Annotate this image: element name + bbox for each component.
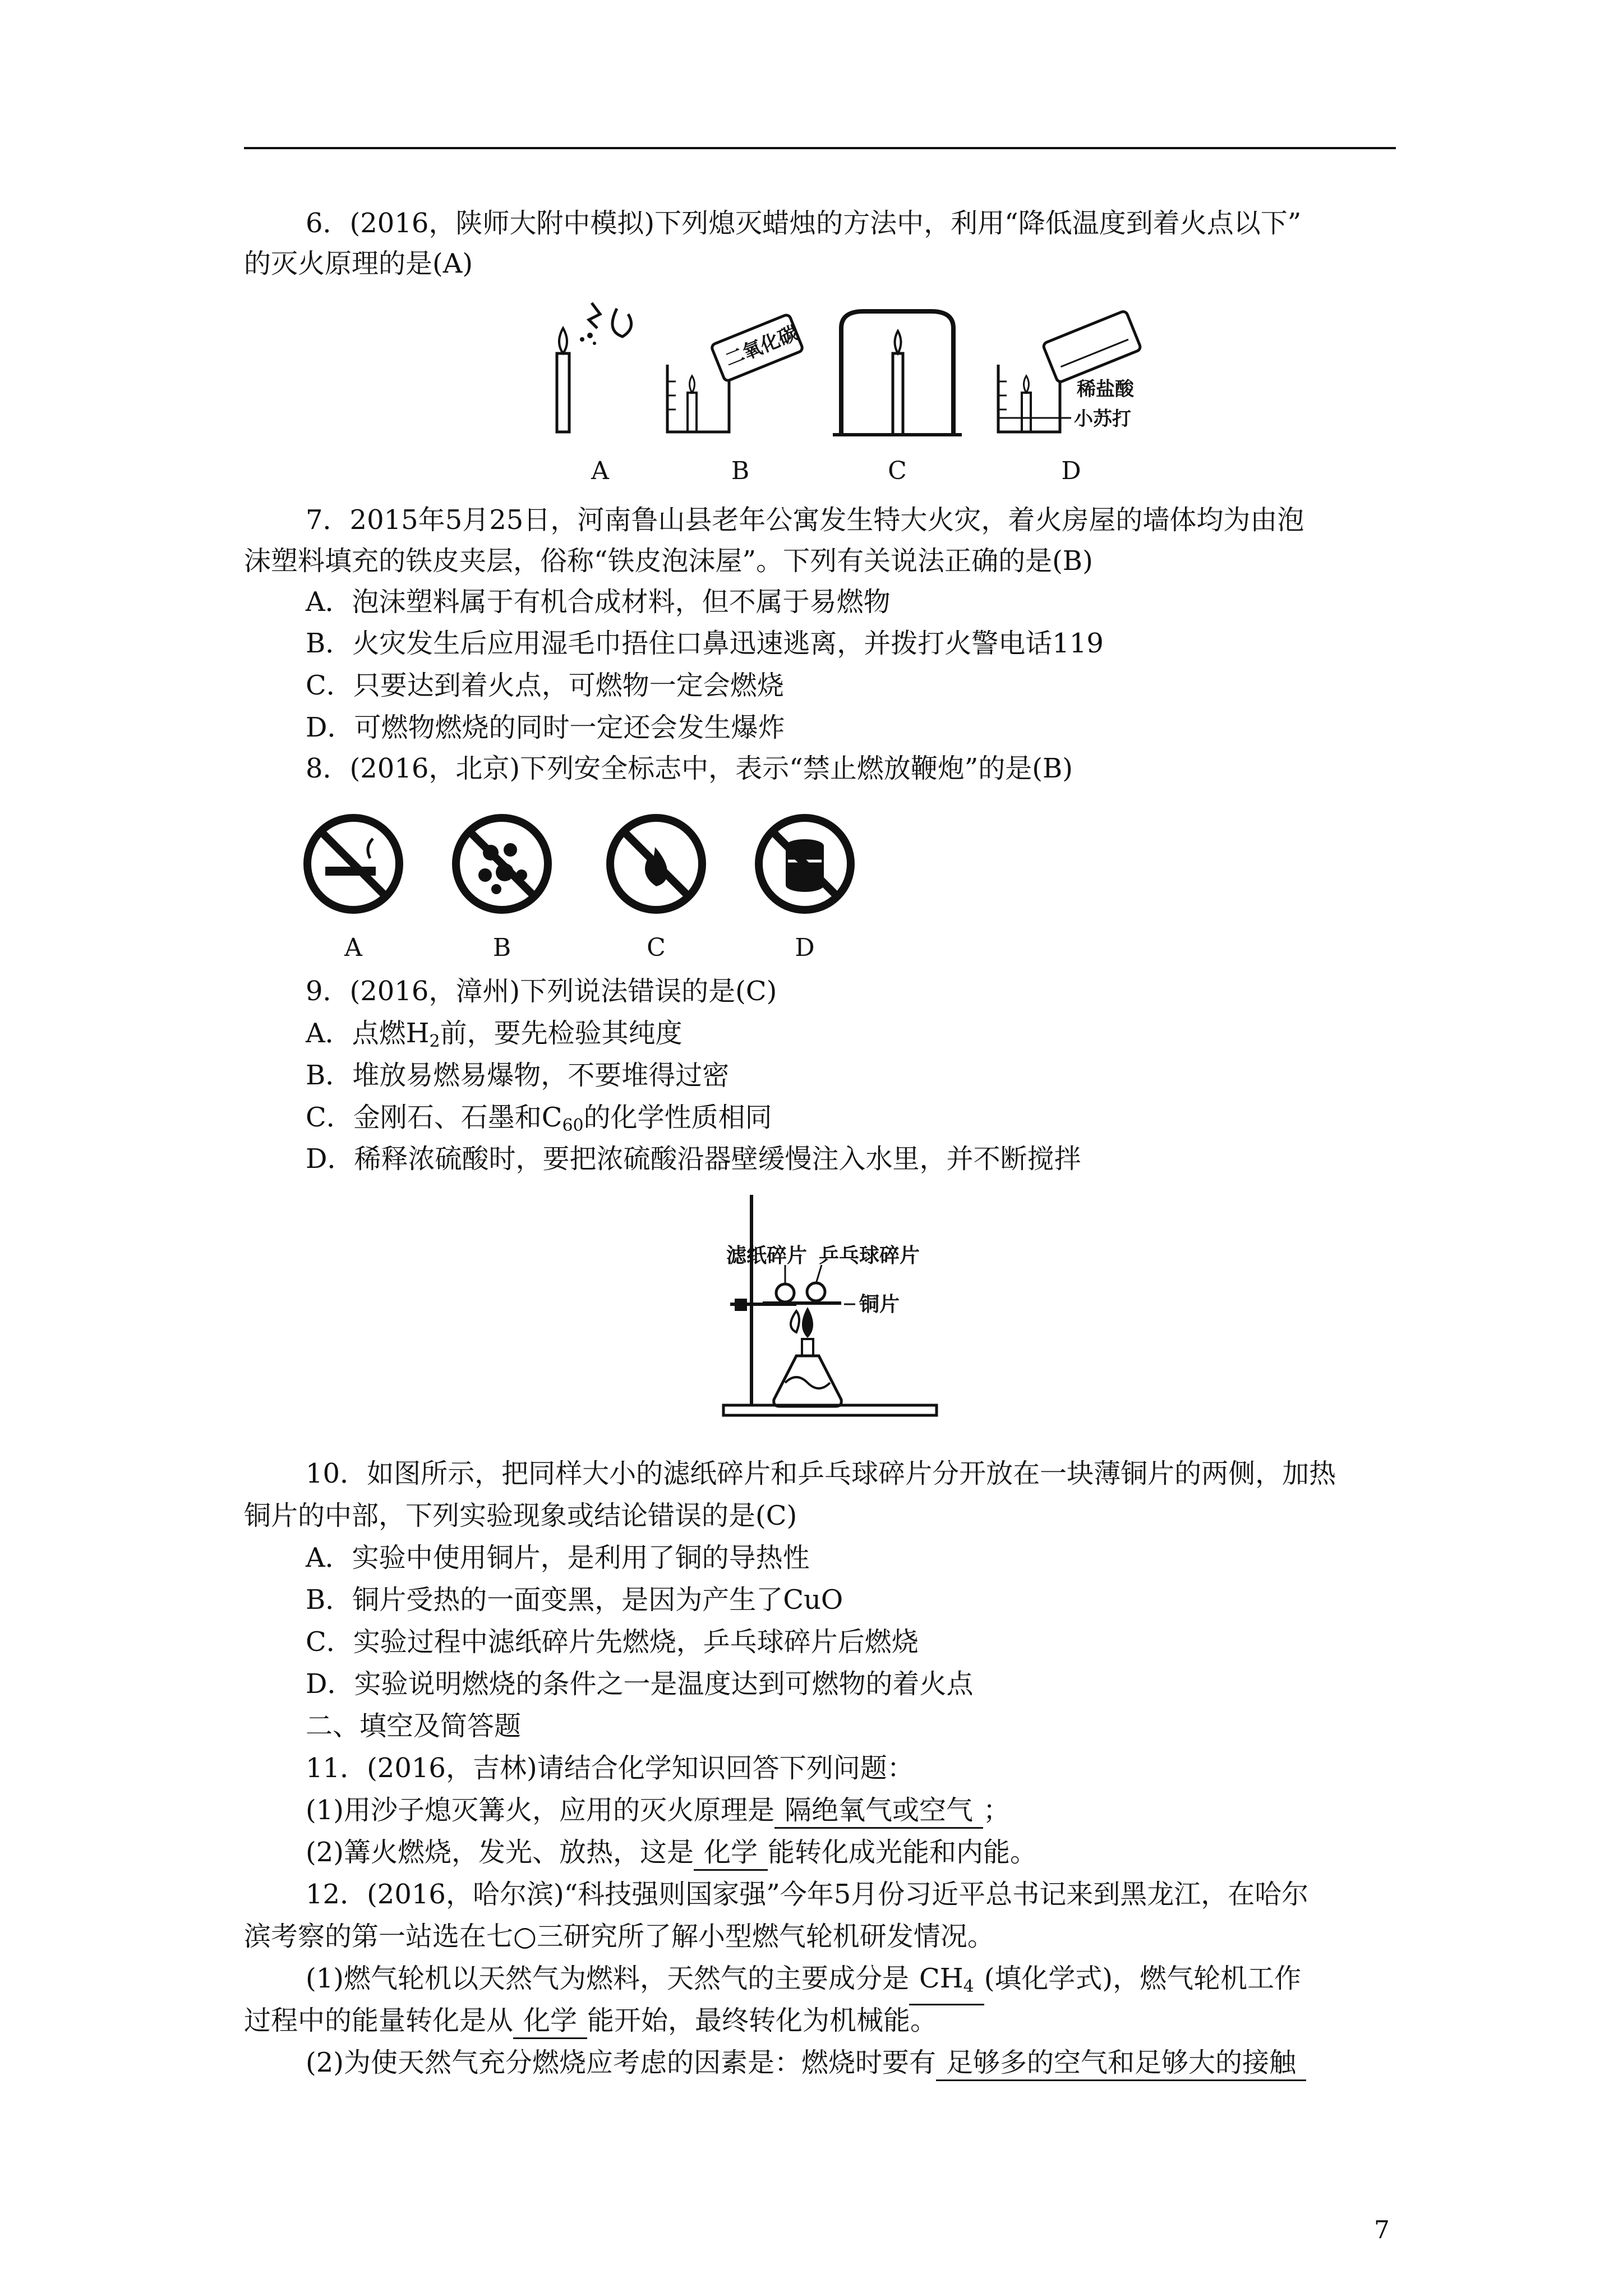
- q7-option-c: C．只要达到着火点，可燃物一定会燃烧: [306, 670, 784, 701]
- q6-label-a: A: [591, 457, 609, 485]
- q8-label-b: B: [492, 933, 511, 962]
- q6-soda-label: 小苏打: [1074, 408, 1131, 430]
- q6-line1: 6．(2016，陕师大附中模拟)下列熄灭蜡烛的方法中，利用“降低温度到着火点以下”: [306, 208, 1302, 239]
- no-smoking-sign-icon: [303, 813, 404, 914]
- q7-line2: 沫塑料填充的铁皮夹层，俗称“铁皮泡沫屋”。下列有关说法正确的是(B): [244, 545, 1093, 577]
- q12-part1: (1)燃气轮机以天然气为燃料，天然气的主要成分是 $CH_4$ (填化学式)，燃气轮机工作: [306, 1962, 1301, 2005]
- q10-option-b: B．铜片受热的一面变黑，是因为产生了CuO: [306, 1584, 843, 1616]
- q6-co2-label: 二氧化碳: [722, 321, 801, 371]
- q6-acid-label: 稀盐酸: [1077, 378, 1134, 401]
- q10-line2: 铜片的中部，下列实验现象或结论错误的是(C): [244, 1500, 797, 1531]
- q10-paper-label: 滤纸碎片: [726, 1244, 808, 1267]
- q7-line1: 7．2015年5月25日，河南鲁山县老年公寓发生特大火灾，着火房屋的墙体均为由泡: [306, 504, 1304, 536]
- q8-label-a: A: [344, 933, 362, 962]
- q10-line1: 10．如图所示，把同样大小的滤纸碎片和乒乓球碎片分开放在一块薄铜片的两侧，加热: [306, 1458, 1336, 1489]
- q6-figure-b-co2-pour: [656, 297, 802, 443]
- q7-option-a: A．泡沫塑料属于有机合成材料，但不属于易燃物: [306, 586, 891, 618]
- q11-line1: 11．(2016，吉林)请结合化学知识回答下列问题：: [306, 1752, 914, 1784]
- no-firecrackers-sign-icon: [451, 813, 552, 914]
- q10-option-a: A．实验中使用铜片，是利用了铜的导热性: [306, 1542, 810, 1573]
- q11-answer2: 化学: [694, 1835, 768, 1871]
- q10-copper-label: 铜片: [859, 1293, 900, 1316]
- q12-part2: (2)为使天然气充分燃烧应考虑的因素是：燃烧时要有 足够多的空气和足够大的接触: [306, 2046, 1306, 2081]
- q11-part1: (1)用沙子熄灭篝火，应用的灭火原理是 隔绝氧气或空气 ；: [306, 1793, 1010, 1829]
- q6-line2: 的灭火原理的是(A): [244, 248, 473, 279]
- page-number: 7: [1374, 2216, 1390, 2244]
- q11-part2: (2)篝火燃烧，发光、放热，这是 化学 能转化成光能和内能。: [306, 1835, 1037, 1871]
- q6-label-c: C: [888, 457, 907, 485]
- header-rule: [244, 147, 1396, 149]
- q11-answer1: 隔绝氧气或空气: [774, 1793, 983, 1829]
- q12-line1: 12．(2016，哈尔滨)“科技强则国家强”今年5月份习近平总书记来到黑龙江，在哈尔: [306, 1879, 1309, 1910]
- q10-option-d: D．实验说明燃烧的条件之一是温度达到可燃物的着火点: [306, 1668, 974, 1700]
- q8-line1: 8．(2016，北京)下列安全标志中，表示“禁止燃放鞭炮”的是(B): [306, 753, 1073, 784]
- q6-label-d: D: [1061, 457, 1081, 485]
- q7-option-b: B．火灾发生后应用湿毛巾捂住口鼻迅速逃离，并拨打火警电话119: [306, 628, 1104, 659]
- q6-figure-d-acid-soda: [987, 297, 1200, 449]
- q7-option-d: D．可燃物燃烧的同时一定还会发生爆炸: [306, 712, 785, 743]
- q10-option-c: C．实验过程中滤纸碎片先燃烧，乒乓球碎片后燃烧: [306, 1626, 919, 1658]
- q8-label-c: C: [647, 933, 666, 962]
- q9-line1: 9．(2016，漳州)下列说法错误的是(C): [306, 976, 777, 1007]
- q12-line2: 滨考察的第一站选在七○三研究所了解小型燃气轮机研发情况。: [244, 1921, 994, 1952]
- no-flammable-storage-sign-icon: [754, 813, 855, 914]
- q12-answer1: $CH_4$: [909, 1962, 984, 2005]
- q12-answer3: 足够多的空气和足够大的接触: [936, 2046, 1306, 2081]
- no-open-flame-sign-icon: [606, 813, 707, 914]
- q9-option-c: C．金刚石、石墨和$C_{60}$的化学性质相同: [306, 1102, 772, 1135]
- q9-option-a: A．点燃$H_2$前，要先检验其纯度: [306, 1018, 683, 1051]
- q10-pingpong-label: 乒乓球碎片: [819, 1244, 920, 1267]
- q6-figure-a-blowing-candle: [538, 297, 651, 443]
- section-heading: 二、填空及简答题: [306, 1710, 522, 1742]
- q10-experiment-figure: [712, 1192, 993, 1422]
- q9-option-b: B．堆放易燃易爆物，不要堆得过密: [306, 1060, 730, 1091]
- q9-option-d: D．稀释浓硫酸时，要把浓硫酸沿器壁缓慢注入水里，并不断搅拌: [306, 1143, 1081, 1175]
- q6-label-b: B: [731, 457, 750, 485]
- q12-answer2: 化学: [513, 2004, 587, 2039]
- q12-part1b: 过程中的能量转化是从 化学 能开始，最终转化为机械能。: [244, 2004, 937, 2039]
- q8-label-d: D: [795, 933, 815, 962]
- q6-figure-c-covered-candle: [830, 300, 965, 446]
